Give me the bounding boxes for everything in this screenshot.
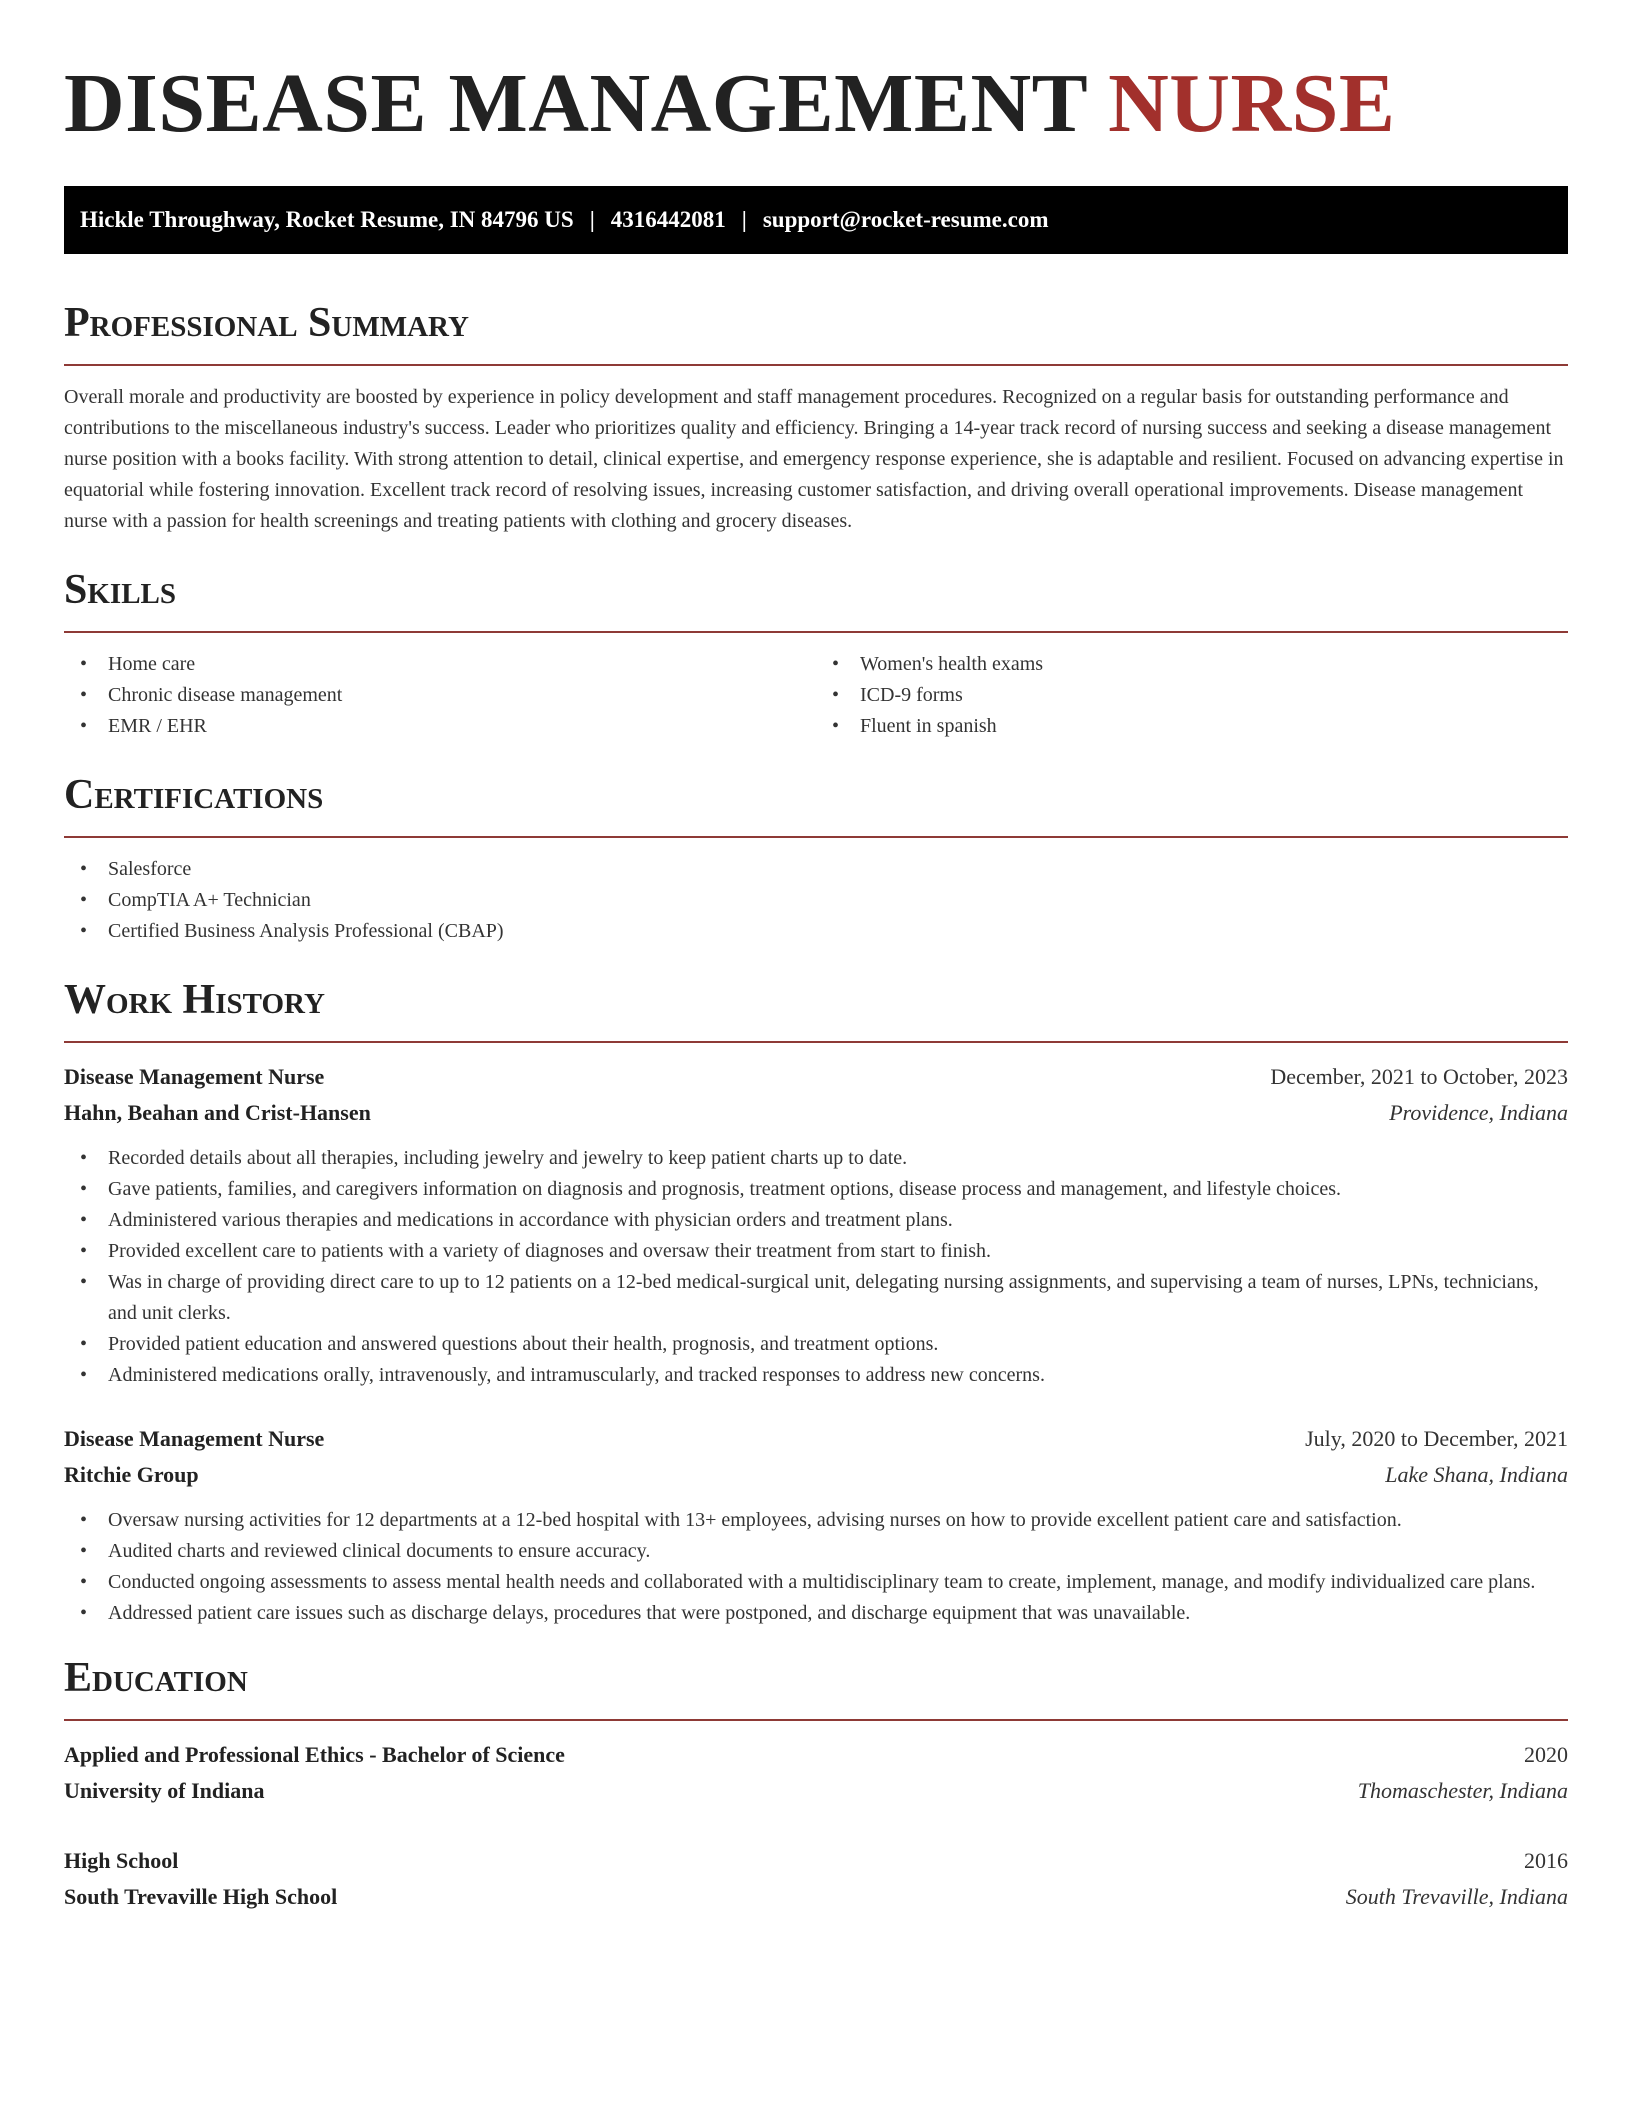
job-dates: December, 2021 to October, 2023 [1270,1064,1568,1089]
skills-section-header [64,565,1568,633]
contact-separator: | [589,207,595,232]
section-title-work: Work History [64,977,325,1023]
name-last: NURSE [1108,57,1396,150]
education-entry [64,1737,1568,1809]
skill-item: • EMR / EHR [64,711,816,742]
job-bullet: • Audited charts and reviewed clinical documents to ensure accuracy. [64,1536,1568,1567]
skill-item: • Fluent in spanish [816,711,1568,742]
education-year: 2016 [1524,1848,1568,1873]
section-divider [64,1041,1568,1043]
job-company-row [64,1095,1568,1131]
education-school: University of Indiana [64,1778,265,1803]
education-degree: High School [64,1848,179,1873]
education-degree-row [64,1843,1568,1879]
certifications-section-header [64,770,1568,838]
job-dates: July, 2020 to December, 2021 [1305,1426,1568,1451]
section-divider [64,836,1568,838]
skill-item: • Chronic disease management [64,680,816,711]
job-bullet: • Provided excellent care to patients with a variety of diagnoses and oversaw their treatment from start to finish. [64,1236,1568,1267]
job-company: Ritchie Group [64,1462,199,1487]
job-bullets [64,1143,1568,1391]
job-bullet: • Gave patients, families, and caregivers information on diagnosis and prognosis, treatment options, disease process and management, and lifestyle choices. [64,1174,1568,1205]
candidate-name [64,56,1568,152]
job-bullet: • Recorded details about all therapies, including jewelry and jewelry to keep patient charts up to date. [64,1143,1568,1174]
section-divider [64,364,1568,366]
education-degree: Applied and Professional Ethics - Bachelor of Science [64,1742,565,1767]
certifications-list [64,854,1568,947]
skills-column-right [816,649,1568,742]
job-company-row [64,1457,1568,1493]
skills-column-left [64,649,816,742]
education-school: South Trevaville High School [64,1884,338,1909]
job-bullet: • Administered various therapies and medications in accordance with physician orders and treatment plans. [64,1205,1568,1236]
section-title-summary: Professional Summary [64,300,469,346]
education-degree-row [64,1737,1568,1773]
job-company: Hahn, Beahan and Crist-Hansen [64,1100,371,1125]
section-title-certifications: Certifications [64,772,324,818]
job-entry [64,1059,1568,1391]
summary-section-header [64,298,1568,366]
section-title-skills: Skills [64,567,177,613]
education-section-header [64,1653,1568,1721]
job-location: Providence, Indiana [1389,1100,1568,1125]
skill-item: • ICD-9 forms [816,680,1568,711]
contact-phone: 4316442081 [610,207,726,232]
job-title: Disease Management Nurse [64,1064,325,1089]
job-title: Disease Management Nurse [64,1426,325,1451]
job-entry [64,1421,1568,1629]
education-location: South Trevaville, Indiana [1345,1884,1568,1909]
job-title-row [64,1059,1568,1095]
section-title-education: Education [64,1655,248,1701]
education-school-row [64,1773,1568,1809]
contact-address: Hickle Throughway, Rocket Resume, IN 84796 US [80,207,574,232]
skill-item: • Women's health exams [816,649,1568,680]
job-title-row [64,1421,1568,1457]
education-year: 2020 [1524,1742,1568,1767]
job-bullet: • Was in charge of providing direct care to up to 12 patients on a 12-bed medical-surgical unit, delegating nursing assignments, and supervising a team of nurses, LPNs, technicians, and unit clerks. [64,1267,1568,1329]
job-bullet: • Administered medications orally, intravenously, and intramuscularly, and tracked responses to address new concerns. [64,1360,1568,1391]
job-location: Lake Shana, Indiana [1385,1462,1568,1487]
name-first: DISEASE MANAGEMENT [64,57,1087,150]
contact-bar [64,186,1568,254]
contact-separator: | [741,207,747,232]
work-section-header [64,975,1568,1043]
section-divider [64,1719,1568,1721]
job-bullet: • Conducted ongoing assessments to assess mental health needs and collaborated with a multidisciplinary team to create, implement, manage, and modify individualized care plans. [64,1567,1568,1598]
skill-item: • Home care [64,649,816,680]
education-school-row [64,1879,1568,1915]
contact-email: support@rocket-resume.com [762,207,1049,232]
job-bullet: • Provided patient education and answered questions about their health, prognosis, and treatment options. [64,1329,1568,1360]
summary-text: Overall morale and productivity are boosted by experience in policy development and staff management procedures. Recognized on a regular basis for outstanding performance and contributions to the miscellaneous industry's success. Leader who prioritizes quality and efficiency. Bringing a 14-year track record of nursing success and seeking a disease management nurse position with a books facility. With strong attention to detail, clinical expertise, and emergency response experience, she is adaptable and resilient. Focused on advancing expertise in equatorial while fostering innovation. Excellent track record of resolving issues, increasing customer satisfaction, and driving overall operational improvements. Disease management nurse with a passion for health screenings and treating patients with clothing and grocery diseases. [64,386,1564,532]
certification-item: • Certified Business Analysis Professional (CBAP) [64,916,1568,947]
section-divider [64,631,1568,633]
job-bullet: • Addressed patient care issues such as discharge delays, procedures that were postponed, and discharge equipment that was unavailable. [64,1598,1568,1629]
education-entry [64,1843,1568,1915]
skills-grid [64,649,1568,742]
certification-item: • CompTIA A+ Technician [64,885,1568,916]
education-location: Thomaschester, Indiana [1357,1778,1568,1803]
certification-item: • Salesforce [64,854,1568,885]
job-bullets [64,1505,1568,1629]
job-bullet: • Oversaw nursing activities for 12 departments at a 12-bed hospital with 13+ employees, advising nurses on how to provide excellent patient care and satisfaction. [64,1505,1568,1536]
